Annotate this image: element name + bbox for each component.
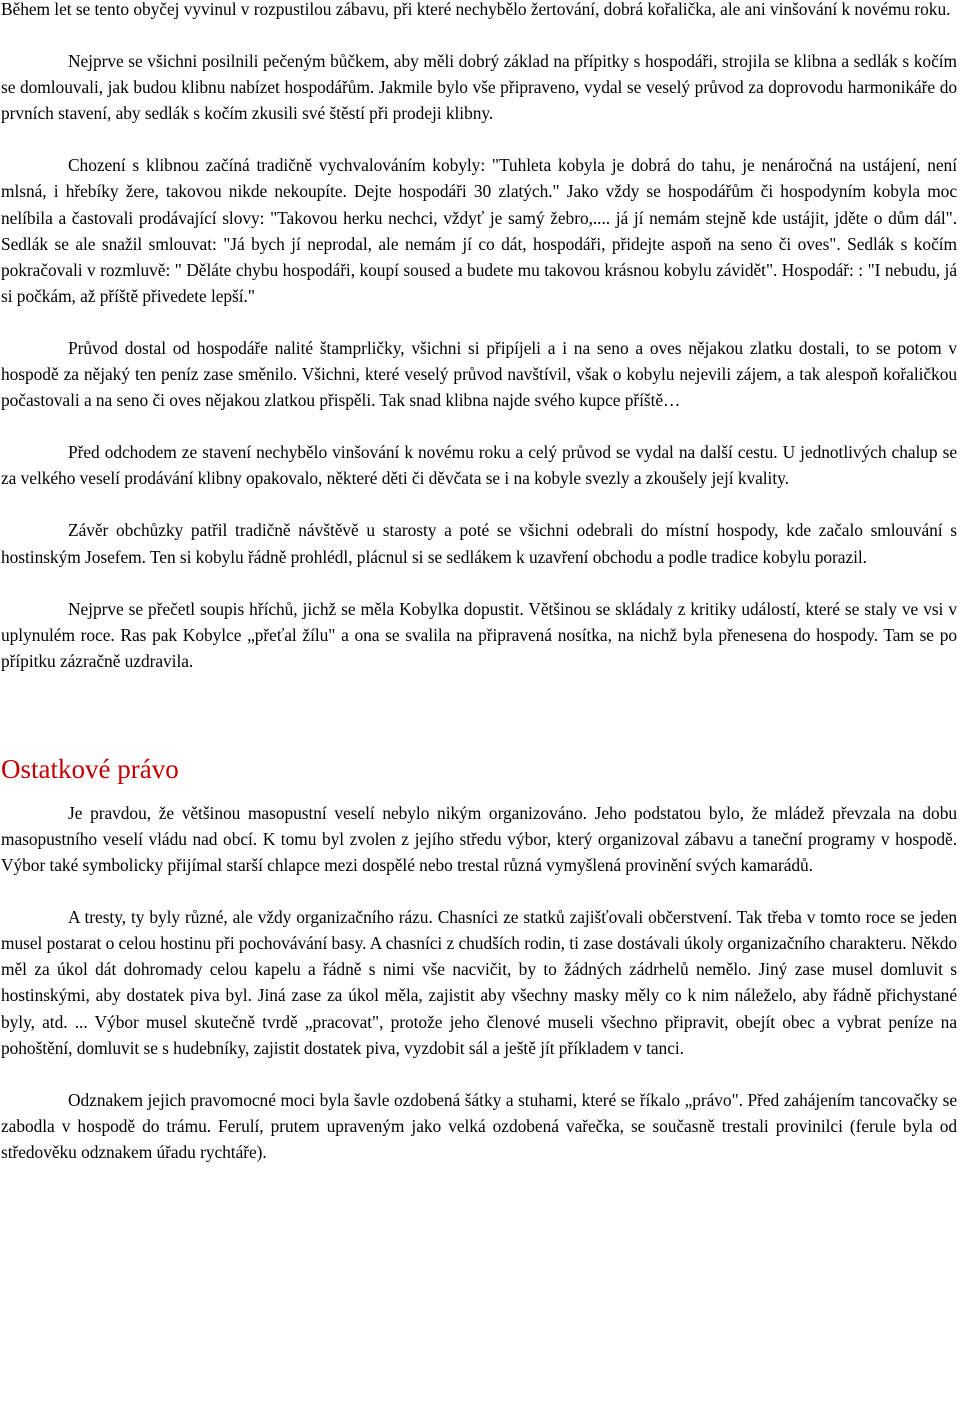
paragraph: Odznakem jejich pravomocné moci byla šavle ozdobená šátky a stuhami, které se říkalo „právo". Před zahájením tancovačky se zabodla v hospodě do trámu. Ferulí, prutem upraveným jako velká ozdobená vařečka, se současně trestali provinilci (ferule byla od středověku odznakem úřadu rychtáře). xyxy=(1,1089,957,1162)
paragraph: A tresty, ty byly různé, ale vždy organizačního rázu. Chasníci ze statků zajišťovali občerstvení. Tak třeba v tomto roce se jeden musel postarat o celou hostinu při pochovávání basy. A chasníci z chudších rodin, ti zase dostávali úkoly organizačního charakteru. Někdo měl za úkol dát dohromady celou kapelu a řádně s nimi vše nacvičit, by to žádných zádrhelů nemělo. Jiný zase musel domluvit s hostinskými, aby dostatek piva byl. Jiná zase za úkol měla, zajistit aby všechny masky měly co k nim náleželo, aby řádně přichystané byly, atd. ... Výbor musel skutečně tvrdě „pracovat", protože jeho členové museli všechno připravit, obejít obec a vybrat peníze na pohoštění, domluvit se s hudebníky, zajistit dostatek piva, vyzdobit sál a ještě jít příkladem v tanci. xyxy=(1,907,957,1058)
paragraph: Během let se tento obyčej vyvinul v rozpustilou zábavu, při které nechybělo žertování, dobrá kořalička, ale ani vinšování k novému roku. xyxy=(1,0,951,19)
paragraph: Průvod dostal od hospodáře nalité štamprličky, všichni si připíjeli a i na seno a oves nějakou zlatku dostali, to se potom v hospodě za nějaký ten peníz zase směnilo. Všichni, které veselý průvod navštívil, však o kobylu nejevili zájem, a tak alespoň kořaličkou počastovali a na seno či oves nějakou zlatkou přispěli. Tak snad klibna najde svého kupce příště… xyxy=(1,337,957,411)
paragraph: Závěr obchůzky patřil tradičně návštěvě u starosty a poté se všichni odebrali do místní hospody, kde začalo smlouvání s hostinským Josefem. Ten si kobylu řádně prohlédl, plácnul si se sedlákem k uzavření obchodu a podle tradice kobylu porazil. xyxy=(1,520,957,567)
section-heading: Ostatkové právo xyxy=(1,753,179,784)
paragraph: Chození s klibnou začíná tradičně vychvalováním kobyly: "Tuhleta kobyla je dobrá do tahu, je nenáročná na ustájení, není mlsná, i hřebíky žere, takovou nikde nekoupíte. Dejte hospodáři 30 zlatých." Jako vždy se hospodářům či hospodyním kobyla moc nelíbila a častovali prodávající slovy: "Takovou herku nechci, vždyť je samý žebro,.... já jí nemám stejně kde ustájit, jděte o dům dál". Sedlák se ale snažil smlouvat: "Já bych jí neprodal, ale nemám jí co dát, hospodáři, přidejte aspoň na seno či oves". Sedlák s kočím pokračovali v rozmluvě: " Děláte chybu hospodáři, koupí soused a budete mu takovou krásnou kobylu závidět". Hospodář: : "I nebudu, já si počkám, až příště přivedete lepší." xyxy=(1,155,957,306)
paragraph: Nejprve se přečetl soupis hříchů, jichž se měla Kobylka dopustit. Většinou se skládaly z kritiky událostí, které se staly ve vsi v uplynulém roce. Ras pak Kobylce „přeťal žílu" a ona se svalila na připravená nosítka, na nichž byla přenesena do hospody. Tam se po přípitku zázračně uzdravila. xyxy=(1,598,957,671)
paragraph: Je pravdou, že většinou masopustní veselí nebylo nikým organizováno. Jeho podstatou bylo, že mládež převzala na dobu masopustního veselí vládu nad obcí. K tomu byl zvolen z jejího středu výbor, který organizoval zábavu a taneční programy v hospodě. Výbor také symbolicky přijímal starší chlapce mezi dospělé nebo trestal různá vymyšlená provinění svých kamarádů. xyxy=(1,802,957,876)
paragraph: Nejprve se všichni posilnili pečeným bůčkem, aby měli dobrý základ na přípitky s hospodáři, strojila se klibna a sedlák s kočím se domlouvali, jak budou klibnu nabízet hospodářům. Jakmile bylo vše připraveno, vydal se veselý průvod za doprovodu harmonikáře do prvních stavení, aby sedlák s kočím zkusili své štěstí při prodeji klibny. xyxy=(1,51,957,124)
paragraph: Před odchodem ze stavení nechybělo vinšování k novému roku a celý průvod se vydal na další cestu. U jednotlivých chalup se za velkého veselí prodávání klibny opakovalo, některé děti či děvčata se i na kobyle svezly a zkoušely její kvality. xyxy=(1,442,957,489)
